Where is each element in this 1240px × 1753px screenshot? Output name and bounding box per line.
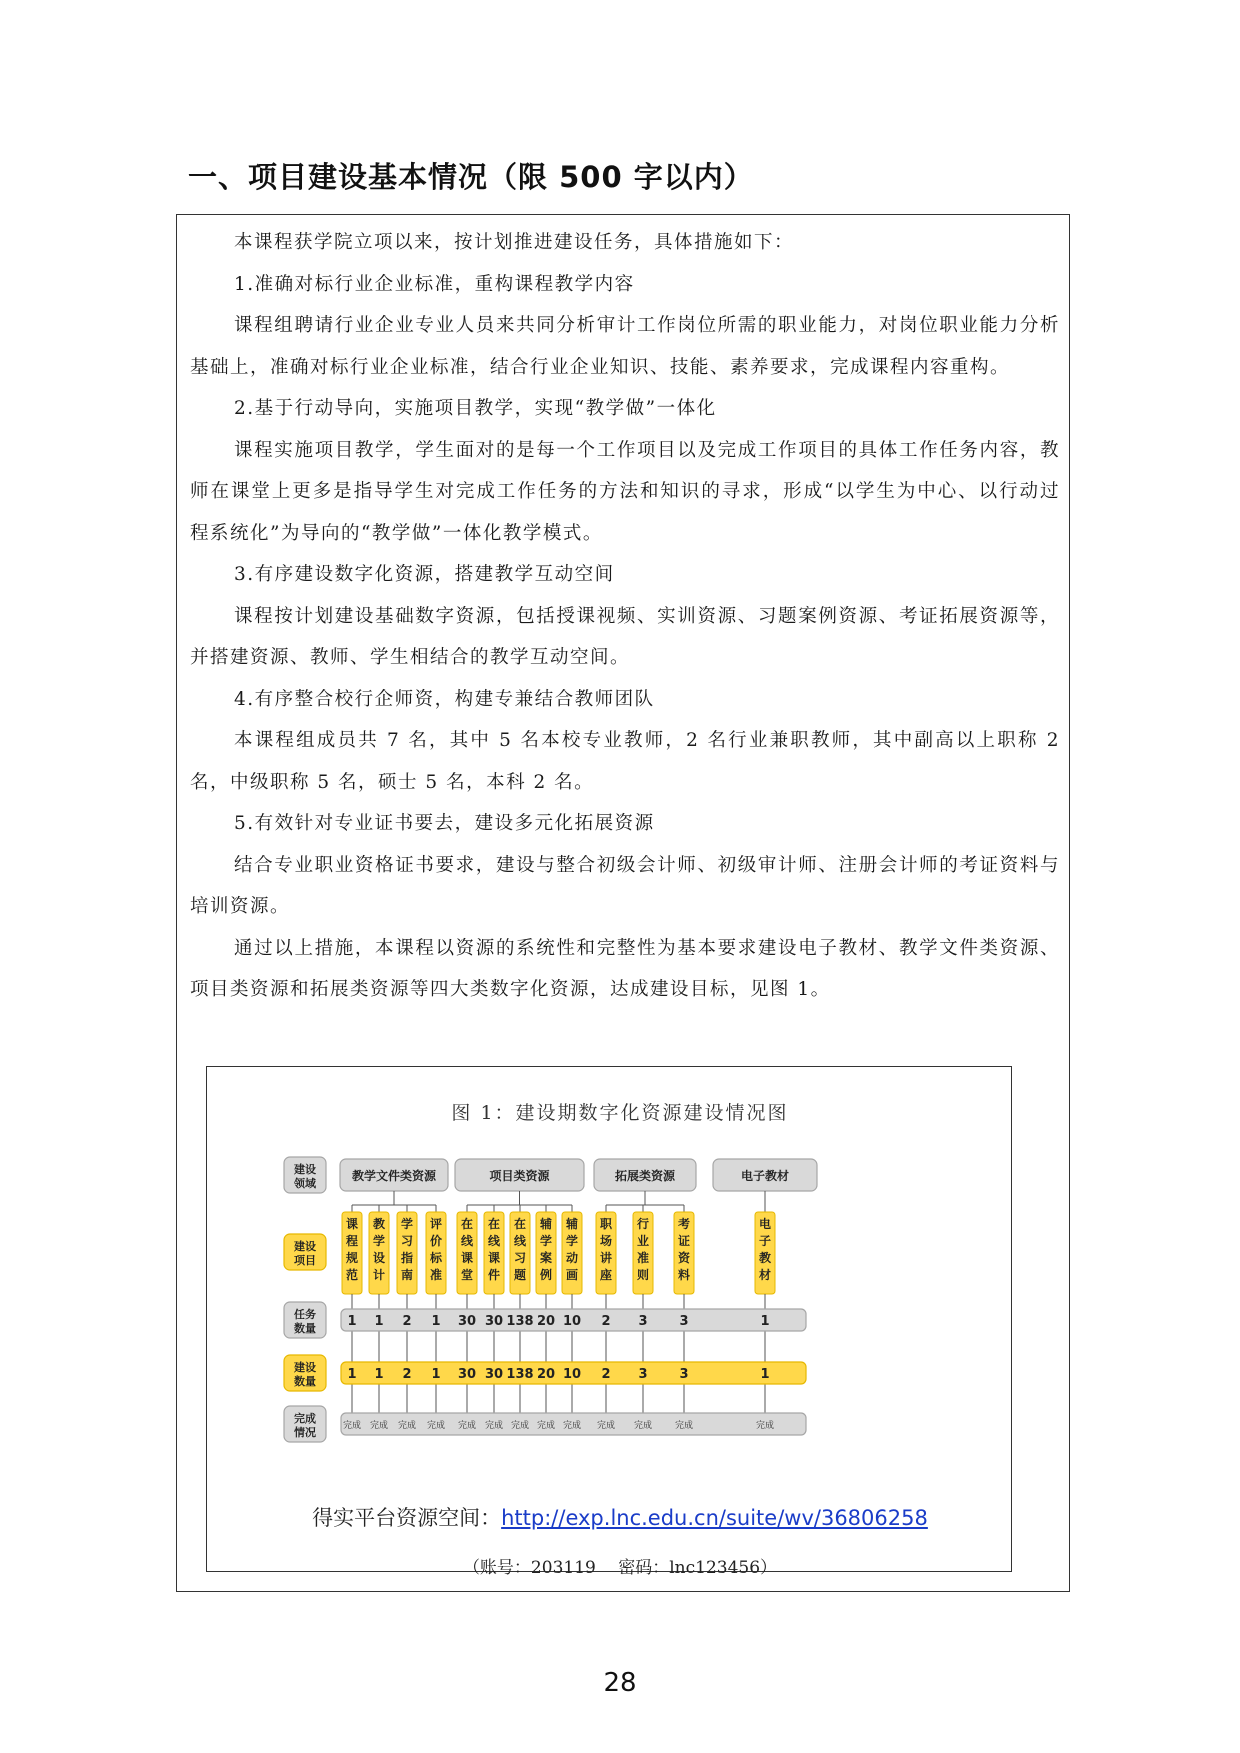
- item-label-char: 指: [400, 1251, 414, 1265]
- item-label-char: 件: [487, 1268, 501, 1282]
- task-count: 1: [374, 1314, 384, 1329]
- item-label-char: 线: [460, 1234, 474, 1248]
- paragraph: 5.有效针对专业证书要去，建设多元化拓展资源: [234, 813, 655, 834]
- item-label-char: 场: [599, 1234, 613, 1248]
- status-text: 完成: [674, 1421, 694, 1431]
- status-text: 完成: [596, 1421, 616, 1431]
- item-label-char: 学: [539, 1234, 553, 1248]
- resource-space-link[interactable]: http://exp.lnc.edu.cn/suite/wv/36806258: [501, 1506, 928, 1530]
- item-label-char: 证: [677, 1234, 691, 1248]
- page-number: 28: [603, 1668, 637, 1698]
- item-label-char: 例: [539, 1268, 553, 1282]
- task-count: 1: [431, 1314, 441, 1329]
- row-label-line1: 完成: [294, 1412, 316, 1425]
- category-label: 电子教材: [740, 1169, 790, 1183]
- item-label-char: 案: [539, 1251, 553, 1265]
- task-count: 10: [562, 1314, 582, 1329]
- item-label-char: 动: [565, 1251, 579, 1265]
- item-label-char: 在: [460, 1217, 474, 1231]
- item-label-char: 题: [513, 1268, 527, 1282]
- item-label-char: 教: [372, 1217, 386, 1231]
- built-count: 3: [638, 1367, 648, 1382]
- task-count: 3: [679, 1314, 689, 1329]
- row-label-line2: 项目: [294, 1254, 316, 1267]
- item-label-char: 业: [636, 1234, 650, 1248]
- built-count: 1: [431, 1367, 441, 1382]
- category-label: 拓展类资源: [614, 1169, 676, 1183]
- item-label-char: 行: [636, 1217, 650, 1231]
- account-info: （账号：203119 密码：lnc123456）: [462, 1558, 778, 1578]
- item-label-char: 课: [460, 1251, 474, 1265]
- built-count: 1: [347, 1367, 357, 1382]
- item-label-char: 规: [345, 1251, 359, 1265]
- built-count: 30: [457, 1367, 477, 1382]
- row-label-line1: 建设: [294, 1240, 316, 1253]
- item-label-char: 讲: [599, 1251, 613, 1265]
- category-label: 教学文件类资源: [351, 1169, 437, 1183]
- status-text: 完成: [562, 1421, 582, 1431]
- status-text: 完成: [633, 1421, 653, 1431]
- item-label-char: 设: [372, 1251, 386, 1265]
- item-label-char: 子: [758, 1234, 772, 1248]
- task-count: 3: [638, 1314, 648, 1329]
- item-label-char: 标: [429, 1251, 443, 1265]
- paragraph: 本课程组成员共 7 名，其中 5 名本校专业教师，2 名行业兼职教师，其中副高以上职称 2 名，中级职称 5 名，硕士 5 名，本科 2 名。: [190, 730, 1060, 793]
- built-count: 138: [506, 1367, 534, 1382]
- paragraph: 3.有序建设数字化资源，搭建教学互动空间: [234, 564, 615, 585]
- item-label-char: 材: [758, 1268, 772, 1282]
- item-label-char: 习: [400, 1234, 414, 1248]
- item-label-char: 程: [345, 1234, 359, 1248]
- item-label-char: 学: [400, 1217, 414, 1231]
- item-label-char: 料: [677, 1268, 691, 1282]
- task-count: 2: [601, 1314, 611, 1329]
- paragraph: 本课程获学院立项以来，按计划推进建设任务，具体措施如下：: [234, 232, 795, 253]
- item-label-char: 在: [513, 1217, 527, 1231]
- item-label-char: 在: [487, 1217, 501, 1231]
- item-label-char: 线: [513, 1234, 527, 1248]
- task-count: 30: [484, 1314, 504, 1329]
- status-text: 完成: [457, 1421, 477, 1431]
- built-count: 3: [679, 1367, 689, 1382]
- item-label-char: 则: [636, 1268, 650, 1282]
- status-text: 完成: [342, 1421, 362, 1431]
- paragraph: 4.有序整合校行企师资，构建专兼结合教师团队: [234, 688, 655, 710]
- status-text: 完成: [484, 1421, 504, 1431]
- item-label-char: 价: [429, 1234, 443, 1248]
- built-count: 1: [374, 1367, 384, 1382]
- item-label-char: 课: [487, 1251, 501, 1265]
- paragraph: 结合专业职业资格证书要求，建设与整合初级会计师、初级审计师、注册会计师的考证资料与培训资源。: [190, 854, 1060, 917]
- status-text: 完成: [426, 1421, 446, 1431]
- link-prefix: 得实平台资源空间：: [312, 1506, 502, 1530]
- resource-link-line: [0, 1502, 1240, 1532]
- item-label-char: 准: [636, 1251, 650, 1265]
- item-label-char: 课: [345, 1217, 359, 1231]
- figure-title: 图 1：建设期数字化资源建设情况图: [451, 1102, 789, 1124]
- category-label: 项目类资源: [489, 1169, 550, 1183]
- task-count: 1: [760, 1314, 770, 1329]
- task-count: 20: [536, 1314, 556, 1329]
- item-label-char: 画: [565, 1268, 579, 1282]
- status-text: 完成: [510, 1421, 530, 1431]
- task-count: 138: [506, 1314, 534, 1329]
- built-count: 2: [601, 1367, 611, 1382]
- section-heading: 一、项目建设基本情况（限 500 字以内）: [188, 160, 754, 194]
- resource-construction-diagram: [206, 1140, 1012, 1475]
- status-text: 完成: [369, 1421, 389, 1431]
- built-count: 20: [536, 1367, 556, 1382]
- status-text: 完成: [536, 1421, 556, 1431]
- row-label-line1: 建设: [294, 1163, 316, 1176]
- item-label-char: 习: [513, 1251, 527, 1265]
- task-count: 1: [347, 1314, 357, 1329]
- item-label-char: 范: [345, 1268, 359, 1282]
- row-label-line2: 数量: [294, 1375, 316, 1388]
- item-label-char: 学: [565, 1234, 579, 1248]
- item-label-char: 资: [677, 1251, 691, 1265]
- item-label-char: 职: [599, 1217, 613, 1231]
- item-label-char: 电: [758, 1217, 772, 1231]
- row-label-line2: 领域: [294, 1177, 316, 1190]
- item-label-char: 座: [599, 1268, 613, 1282]
- item-label-char: 辅: [539, 1217, 553, 1231]
- row-label-line1: 任务: [294, 1308, 316, 1321]
- row-label-line2: 情况: [294, 1426, 316, 1439]
- paragraph: 1.准确对标行业企业标准，重构课程教学内容: [234, 273, 635, 295]
- item-label-char: 教: [758, 1251, 772, 1265]
- row-label-line1: 建设: [294, 1361, 316, 1374]
- item-label-char: 线: [487, 1234, 501, 1248]
- item-label-char: 堂: [460, 1268, 474, 1282]
- built-count: 30: [484, 1367, 504, 1382]
- task-count: 30: [457, 1314, 477, 1329]
- item-label-char: 考: [677, 1217, 691, 1231]
- row-label-line2: 数量: [294, 1322, 316, 1335]
- item-label-char: 评: [429, 1217, 443, 1231]
- built-count: 2: [402, 1367, 412, 1382]
- item-label-char: 辅: [565, 1217, 579, 1231]
- body-text: [190, 222, 1060, 1011]
- status-text: 完成: [397, 1421, 417, 1431]
- item-label-char: 计: [372, 1268, 386, 1282]
- paragraph: 课程实施项目教学，学生面对的是每一个工作项目以及完成工作项目的具体工作任务内容，教师在课堂上更多是指导学生对完成工作任务的方法和知识的寻求，形成“以学生为中心、以行动过程系统化”为导向的“教学做”一体化教学模式。: [190, 439, 1060, 544]
- item-label-char: 南: [400, 1268, 414, 1282]
- built-count: 10: [562, 1367, 582, 1382]
- status-text: 完成: [755, 1421, 775, 1431]
- item-label-char: 准: [429, 1268, 443, 1282]
- task-count: 2: [402, 1314, 412, 1329]
- paragraph: 课程按计划建设基础数字资源，包括授课视频、实训资源、习题案例资源、考证拓展资源等，并搭建资源、教师、学生相结合的教学互动空间。: [190, 605, 1060, 668]
- built-count: 1: [760, 1367, 770, 1382]
- item-label-char: 学: [372, 1234, 386, 1248]
- paragraph: 通过以上措施，本课程以资源的系统性和完整性为基本要求建设电子教材、教学文件类资源、项目类资源和拓展类资源等四大类数字化资源，达成建设目标，见图 1。: [190, 937, 1060, 1000]
- paragraph: 课程组聘请行业企业专业人员来共同分析审计工作岗位所需的职业能力，对岗位职业能力分析基础上，准确对标行业企业标准，结合行业企业知识、技能、素养要求，完成课程内容重构。: [190, 315, 1060, 378]
- paragraph: 2.基于行动导向，实施项目教学，实现“教学做”一体化: [234, 398, 717, 419]
